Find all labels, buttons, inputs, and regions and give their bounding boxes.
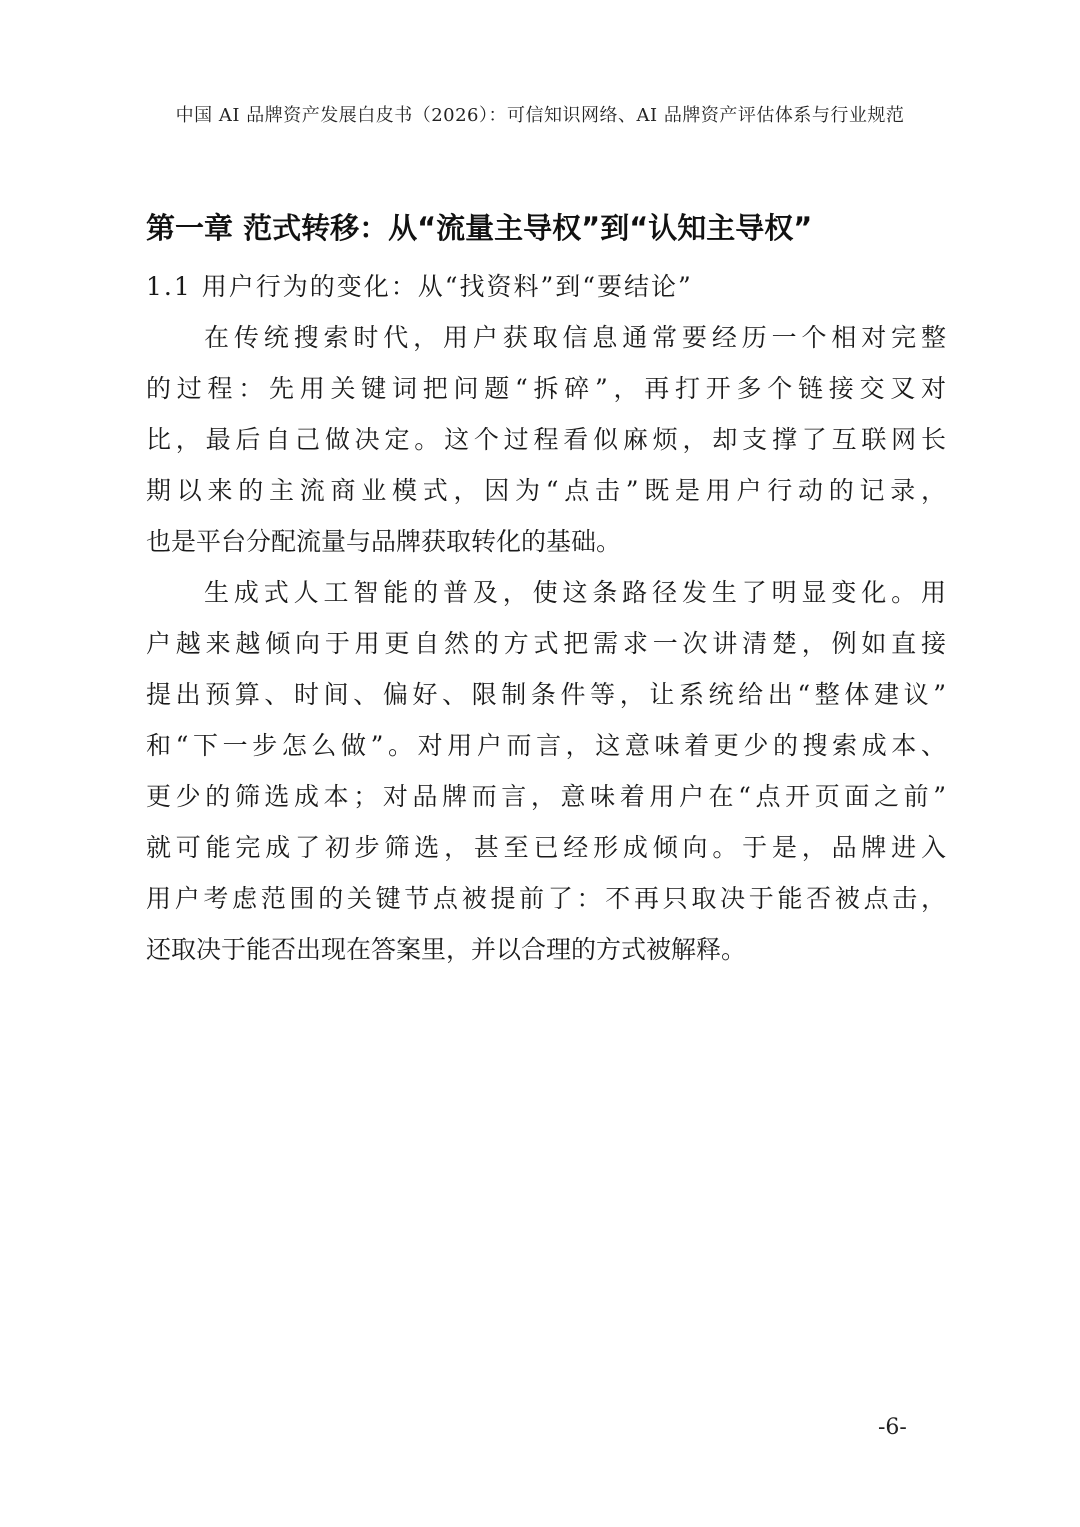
paragraph-line: 更少的筛选成本；对品牌而言，意味着用户在“点开页面之前” (146, 782, 946, 811)
body-text (146, 312, 946, 975)
paragraph-line: 比，最后自己做决定。这个过程看似麻烦，却支撑了互联网长 (146, 425, 946, 454)
running-header: 中国 AI 品牌资产发展白皮书（2026）：可信知识网络、AI 品牌资产评估体系与行业规范 (175, 105, 905, 126)
paragraph-line: 生成式人工智能的普及，使这条路径发生了明显变化。用 (204, 578, 946, 607)
paragraph-1 (146, 312, 946, 567)
page-number: -6- (878, 1415, 907, 1440)
paragraph-line: 也是平台分配流量与品牌获取转化的基础。 (146, 527, 622, 556)
paragraph-2 (146, 567, 946, 975)
section-title: 1.1 用户行为的变化：从“找资料”到“要结论” (146, 272, 693, 301)
paragraph-line: 用户考虑范围的关键节点被提前了：不再只取决于能否被点击， (146, 884, 946, 913)
paragraph-line: 和“下一步怎么做”。对用户而言，这意味着更少的搜索成本、 (146, 731, 946, 760)
chapter-title: 第一章 范式转移：从“流量主导权”到“认知主导权” (146, 211, 813, 245)
paragraph-line: 提出预算、时间、偏好、限制条件等，让系统给出“整体建议” (146, 680, 946, 709)
paragraph-line: 还取决于能否出现在答案里，并以合理的方式被解释。 (146, 935, 747, 964)
paragraph-line: 期以来的主流商业模式，因为“点击”既是用户行动的记录， (146, 476, 946, 505)
paragraph-line: 的过程：先用关键词把问题“拆碎”，再打开多个链接交叉对 (146, 374, 946, 403)
paragraph-line: 在传统搜索时代，用户获取信息通常要经历一个相对完整 (204, 323, 946, 352)
paragraph-line: 就可能完成了初步筛选，甚至已经形成倾向。于是，品牌进入 (146, 833, 946, 862)
paragraph-line: 户越来越倾向于用更自然的方式把需求一次讲清楚，例如直接 (146, 629, 946, 658)
